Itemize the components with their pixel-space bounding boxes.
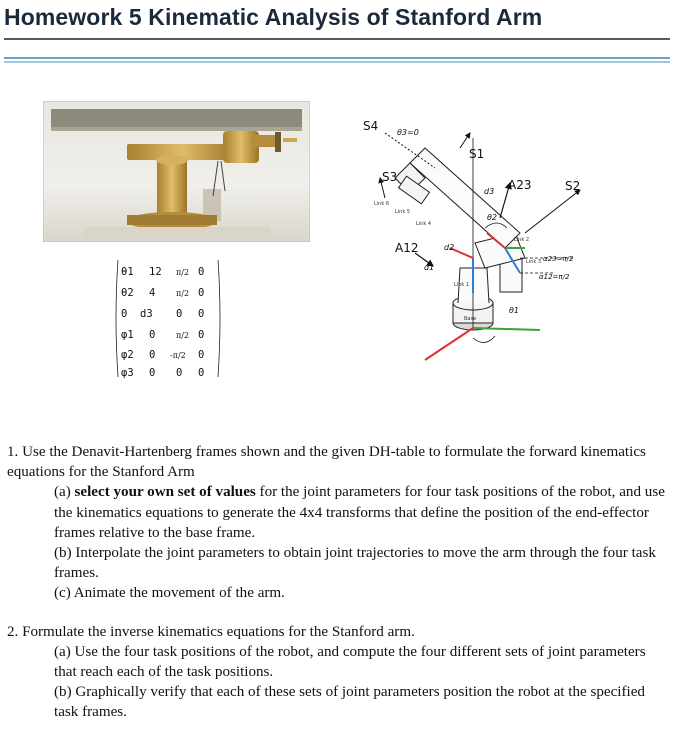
question-2b: (b) Graphically verify that each of these sets of joint parameters position the robot at the specified task frames. [54, 684, 645, 721]
dh-row [121, 329, 204, 341]
label-d3: d3 [484, 187, 495, 196]
label-link5: Link 5 [395, 209, 411, 215]
label-theta2: θ2 [487, 213, 497, 222]
dh-cell: 0 [176, 308, 183, 320]
label-a23: A23 [508, 178, 532, 192]
header-divider [4, 57, 670, 59]
axis-s2-arrow [525, 190, 580, 233]
dh-cell: π/2 [176, 268, 190, 277]
dh-cell: φ3 [121, 367, 134, 379]
dh-cell: 0 [149, 349, 156, 361]
label-alpha12: α12=π/2 [539, 273, 570, 281]
label-link4: Link 4 [416, 221, 432, 227]
dh-cell: 0 [149, 367, 156, 379]
label-a12: A12 [395, 241, 419, 255]
question-1-stem: 1. Use the Denavit-Hartenberg frames shown and the given DH-table to formulate the forward kinematics equations for the Stanford Arm [7, 444, 646, 481]
label-d2: d2 [444, 243, 455, 252]
label-link6: Link 6 [374, 201, 390, 207]
label-theta3: θ3=0 [397, 128, 419, 137]
label-d1: d1 [424, 263, 435, 272]
dh-cell: 4 [149, 287, 156, 299]
title-underline [4, 38, 670, 40]
dh-cell: π/2 [176, 289, 190, 298]
dh-cell: 0 [198, 308, 205, 320]
label-link2: Link 2 [514, 237, 530, 243]
label-s4: S4 [363, 119, 379, 133]
section-gap [7, 604, 671, 622]
dh-cell: π/2 [176, 331, 190, 340]
dh-cell: 0 [149, 329, 156, 341]
label-alpha23: α23=π/2 [543, 255, 574, 263]
question-2-stem: 2. Formulate the inverse kinematics equations for the Stanford arm. [7, 623, 415, 640]
stanford-arm-photo [43, 101, 310, 242]
dh-cell: 0 [198, 287, 205, 299]
dh-row [121, 349, 204, 361]
kinematic-diagram [325, 108, 608, 378]
base-x-axis [425, 328, 473, 360]
matrix-bracket-right [218, 260, 220, 377]
problem-statements [7, 442, 671, 723]
dh-cell: 0 [176, 367, 183, 379]
header-divider-secondary [4, 61, 670, 63]
label-base: Base [464, 316, 477, 322]
question-1b: (b) Interpolate the joint parameters to obtain joint trajectories to move the arm through the four task frames. [54, 545, 656, 582]
dh-cell: d3 [140, 308, 153, 320]
dh-cell: 0 [198, 329, 205, 341]
dh-cell: 0 [198, 266, 205, 278]
base-y-axis [473, 328, 540, 330]
robot-arm-link [395, 148, 520, 248]
dh-row [121, 266, 204, 278]
dh-cell: φ2 [121, 349, 134, 361]
label-theta1: θ1 [509, 306, 519, 315]
label-s2: S2 [565, 179, 581, 193]
question-1c: (c) Animate the movement of the arm. [54, 585, 285, 602]
label-s3: S3 [382, 170, 398, 184]
dh-cell: 0 [121, 308, 128, 320]
dh-cell: θ1 [121, 266, 134, 278]
axis-s1-arrow [460, 133, 470, 148]
dh-cell: θ2 [121, 287, 134, 299]
label-link3: Link 3 [526, 259, 542, 265]
dh-row [121, 287, 204, 299]
dh-table [113, 258, 223, 379]
label-s1: S1 [469, 147, 485, 161]
dh-row [121, 367, 204, 379]
dh-cell: 0 [198, 367, 205, 379]
dh-cell: -π/2 [170, 351, 186, 360]
theta1-arc [473, 336, 495, 343]
matrix-bracket-left [116, 260, 118, 377]
dh-cell: 0 [198, 349, 205, 361]
dh-row [121, 308, 204, 320]
page-title: Homework 5 Kinematic Analysis of Stanford Arm [4, 4, 543, 30]
dh-cell: φ1 [121, 329, 134, 341]
label-link1: Link 1 [454, 282, 470, 288]
dh-cell: 12 [149, 266, 162, 278]
question-1a: (a) select your own set of values for the joint parameters for four task positions of the robot, and use the kinematics equations to generate the 4x4 transforms that define the position of the end-effector frames relative to the base frame. [54, 484, 665, 541]
question-2a: (a) Use the four task positions of the robot, and compute the four different sets of joint parameters that reach each of the task positions. [54, 643, 646, 681]
